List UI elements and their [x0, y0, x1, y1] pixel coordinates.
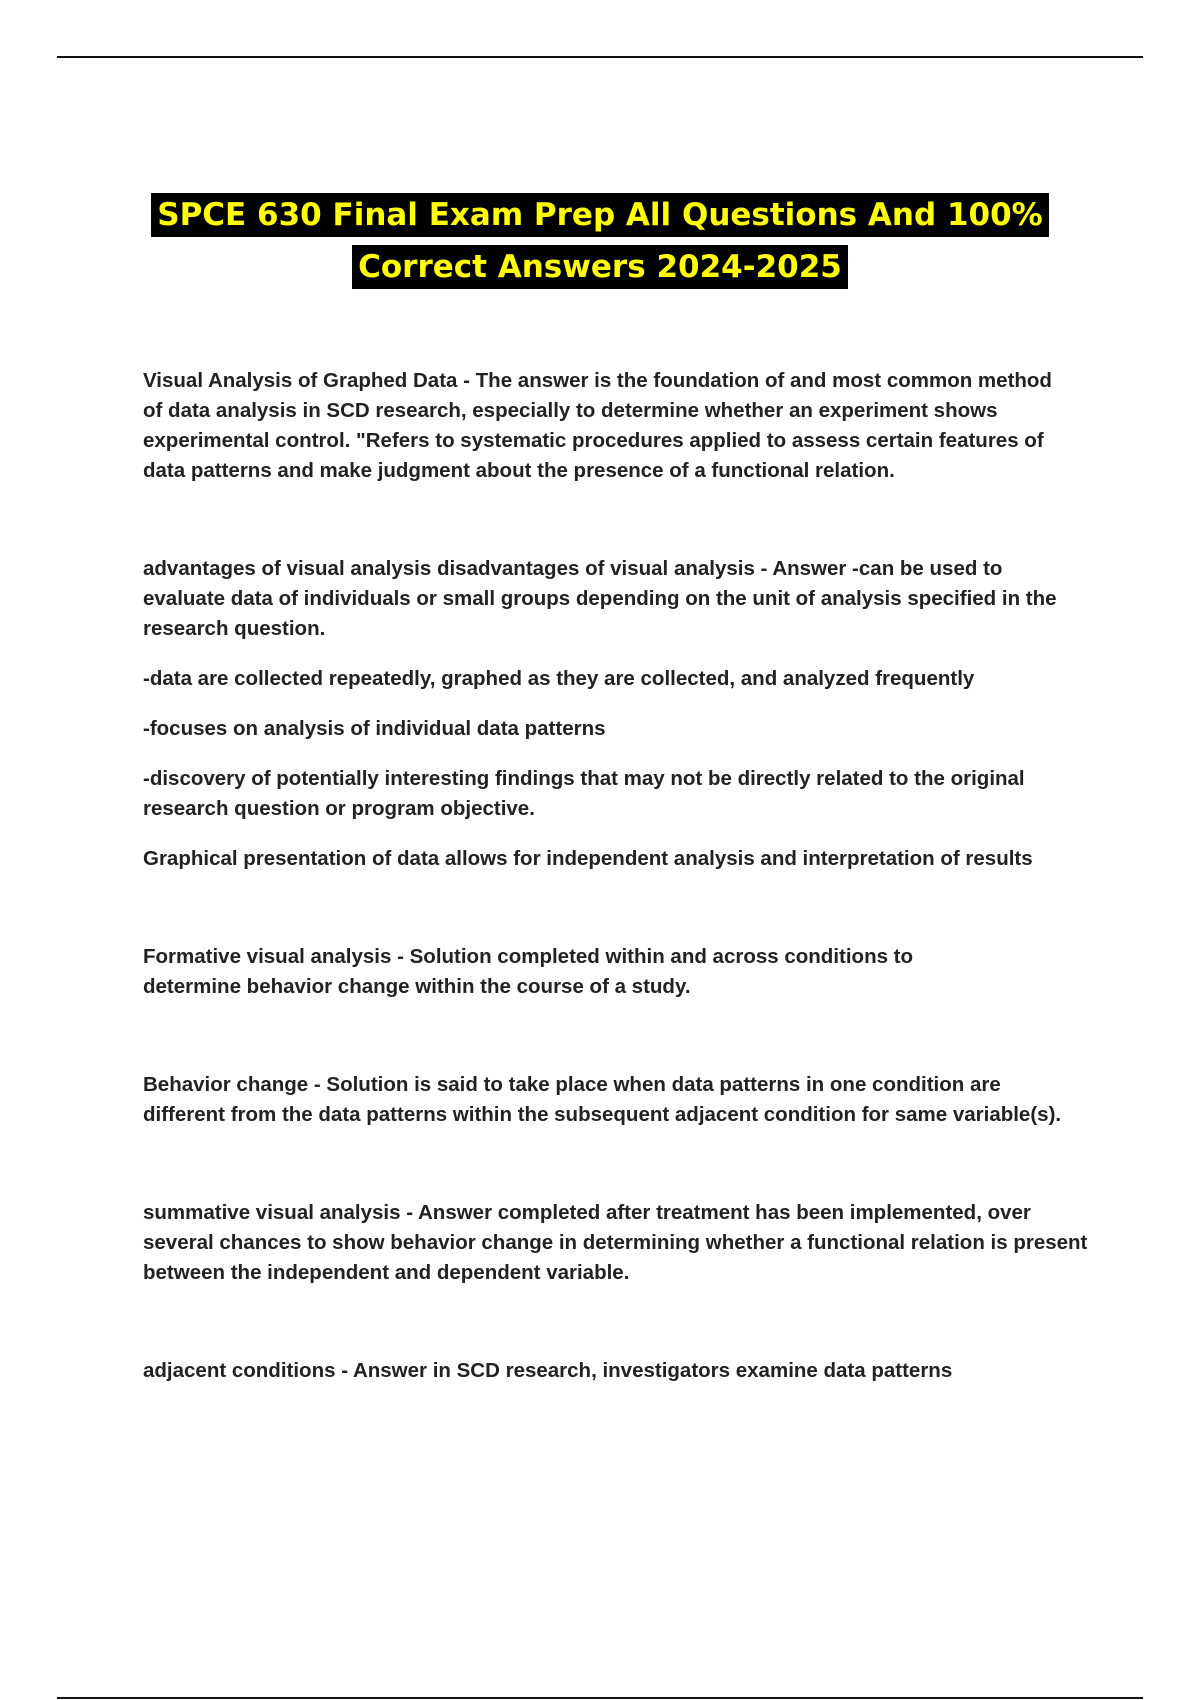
- entry-graphical-presentation: Graphical presentation of data allows for independent analysis and interpretation of results: [143, 847, 1033, 870]
- entry-adjacent-conditions: adjacent conditions - Answer in SCD research, investigators examine data patterns: [143, 1359, 953, 1382]
- title-line-1: SPCE 630 Final Exam Prep All Questions And 100%: [151, 193, 1048, 237]
- entry-bullet-repeated: -data are collected repeatedly, graphed as they are collected, and analyzed frequently: [143, 667, 975, 690]
- document-title: [0, 193, 1200, 289]
- entry-behavior-change: Behavior change - Solution is said to take place when data patterns in one condition are different from the data patterns within the subsequent adjacent condition for same variable(s).: [143, 1073, 1062, 1126]
- entry-bullet-discovery: -discovery of potentially interesting findings that may not be directly related to the original research question or program objective.: [143, 767, 1025, 820]
- entry-bullet-individual: -focuses on analysis of individual data patterns: [143, 717, 606, 740]
- bottom-rule: [57, 1697, 1143, 1699]
- entry-visual-analysis: Visual Analysis of Graphed Data - The answer is the foundation of and most common method of data analysis in SCD research, especially to determine whether an experiment shows experimental control. "Refers to systematic procedures applied to assess certain features of data patterns and make judgment about the presence of a functional relation.: [143, 369, 1052, 482]
- entry-summative: summative visual analysis - Answer completed after treatment has been implemented, over several chances to show behavior change in determining whether a functional relation is present between the independent and dependent variable.: [143, 1201, 1088, 1284]
- entry-formative: Formative visual analysis - Solution completed within and across conditions to determine behavior change within the course of a study.: [143, 945, 914, 998]
- entry-advantages: advantages of visual analysis disadvantages of visual analysis - Answer -can be used to evaluate data of individuals or small groups depending on the unit of analysis specified in the research question.: [143, 557, 1057, 640]
- top-rule: [57, 56, 1143, 58]
- document-body: [143, 366, 1088, 1386]
- title-line-2: Correct Answers 2024-2025: [352, 245, 848, 289]
